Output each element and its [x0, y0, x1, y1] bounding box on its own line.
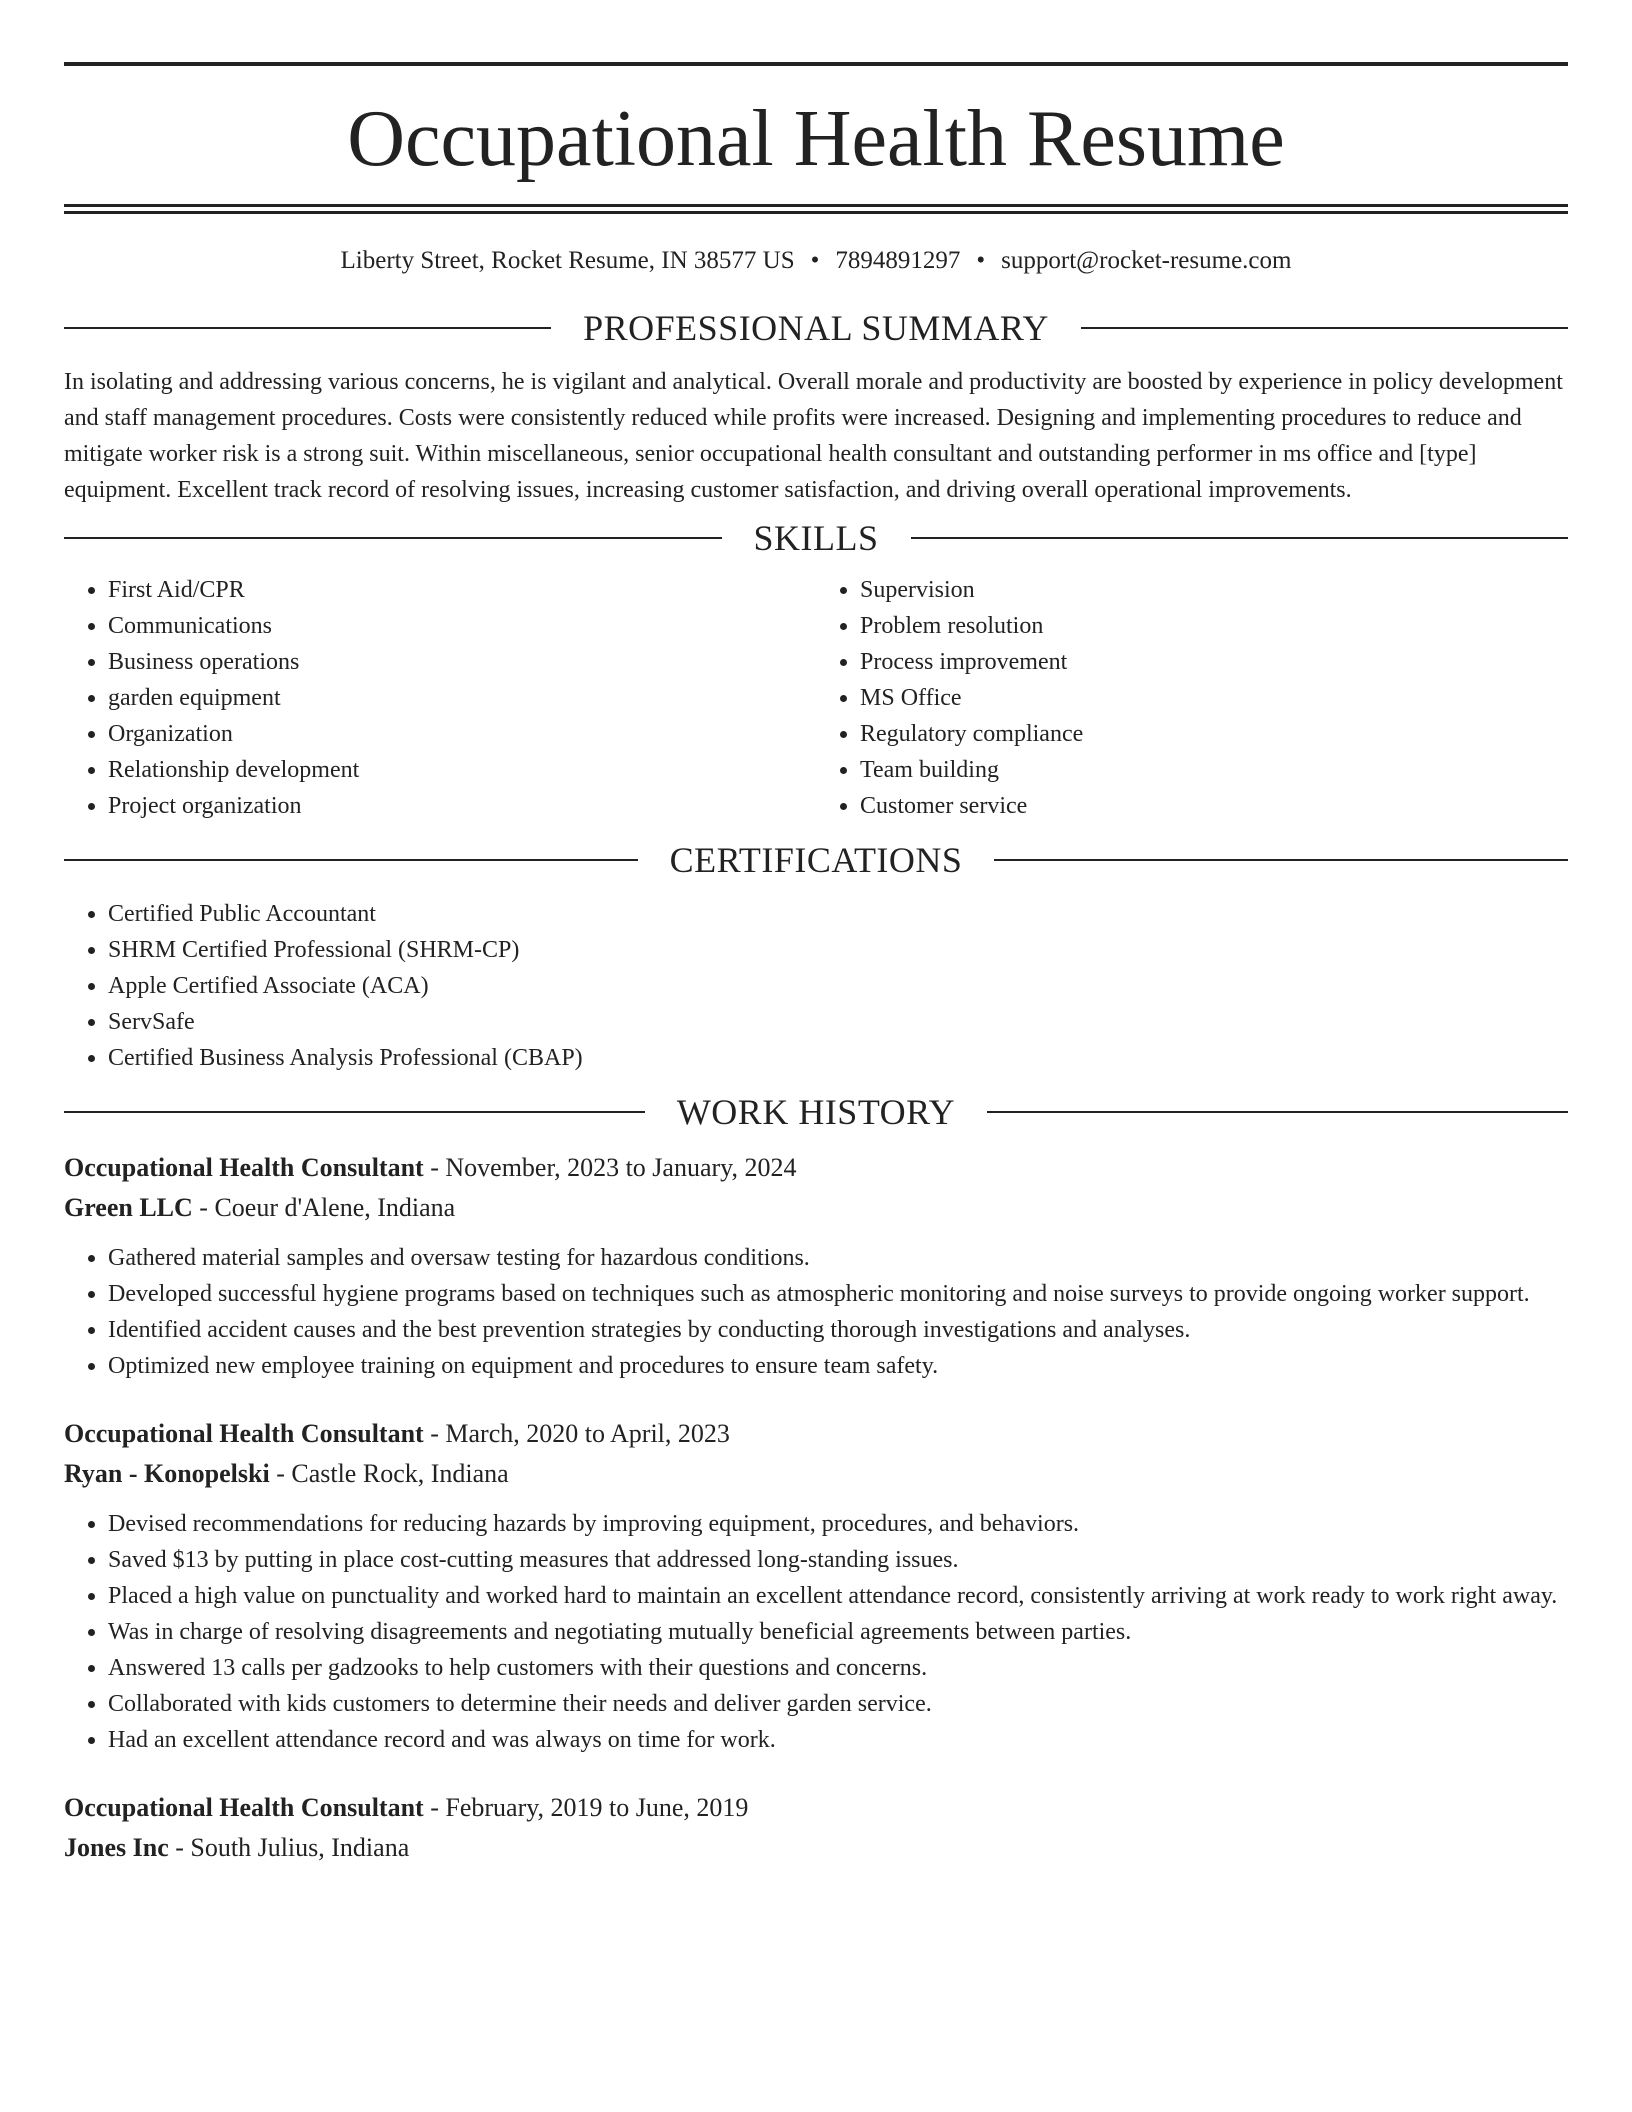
resume-page [64, 0, 1568, 1868]
job-location: - Coeur d'Alene, Indiana [192, 1193, 456, 1222]
job-bullet: • Had an excellent attendance record and was always on time for work. [108, 1722, 1568, 1758]
section-title: CERTIFICATIONS [669, 840, 963, 880]
certifications-list [64, 896, 1568, 1076]
certification-item: • Certified Business Analysis Professional (CBAP) [108, 1040, 1568, 1076]
job-dates: - February, 2019 to June, 2019 [423, 1793, 749, 1822]
job-bullet: • Developed successful hygiene programs based on techniques such as atmospheric monitoring and noise surveys to provide ongoing worker support. [108, 1276, 1568, 1312]
skill-item: • Customer service [860, 788, 1568, 824]
job-company: Green LLC [64, 1193, 193, 1222]
summary-heading [64, 306, 1568, 350]
job-company-line [64, 1454, 1568, 1494]
divider-line [64, 537, 722, 539]
job-bullet: • Gathered material samples and oversaw testing for hazardous conditions. [108, 1240, 1568, 1276]
skill-item: • Process improvement [860, 644, 1568, 680]
skills-list [64, 572, 1568, 824]
skill-item: • Supervision [860, 572, 1568, 608]
skills-column-right [816, 572, 1568, 824]
contact-separator: • [810, 247, 820, 274]
section-title: PROFESSIONAL SUMMARY [583, 308, 1049, 348]
skill-item: • Organization [108, 716, 816, 752]
contact-phone: 7894891297 [835, 247, 961, 274]
job-bullets [64, 1506, 1568, 1758]
job-bullets [64, 1240, 1568, 1384]
job-title-line [64, 1788, 1568, 1828]
skill-item: • First Aid/CPR [108, 572, 816, 608]
skill-item: • Team building [860, 752, 1568, 788]
job-title: Occupational Health Consultant [64, 1419, 424, 1448]
divider-line [64, 1111, 645, 1113]
certification-item: • SHRM Certified Professional (SHRM-CP) [108, 932, 1568, 968]
resume-title: Occupational Health Resume [347, 95, 1285, 183]
contact-address: Liberty Street, Rocket Resume, IN 38577 US [340, 247, 795, 274]
job-bullet: • Optimized new employee training on equipment and procedures to ensure team safety. [108, 1348, 1568, 1384]
job-company-line [64, 1828, 1568, 1868]
job-entry [64, 1148, 1568, 1384]
job-bullet: • Placed a high value on punctuality and worked hard to maintain an excellent attendance record, consistently arriving at work ready to work right away. [108, 1578, 1568, 1614]
divider-line [64, 327, 551, 329]
job-company: Jones Inc [64, 1833, 169, 1862]
job-title-line [64, 1148, 1568, 1188]
certification-item: • Certified Public Accountant [108, 896, 1568, 932]
job-bullet: • Saved $13 by putting in place cost-cutting measures that addressed long-standing issues. [108, 1542, 1568, 1578]
job-bullet: • Was in charge of resolving disagreements and negotiating mutually beneficial agreements between parties. [108, 1614, 1568, 1650]
summary-text: In isolating and addressing various concerns, he is vigilant and analytical. Overall morale and productivity are boosted by experience in policy development and staff management procedures. Costs were consistently reduced while profits were increased. Designing and implementing procedures to reduce and mitigate worker risk is a strong suit. Within miscellaneous, senior occupational health consultant and outstanding performer in ms office and [type] equipment. Excellent track record of resolving issues, increasing customer satisfaction, and driving overall operational improvements. [64, 369, 1563, 503]
certifications-heading [64, 838, 1568, 882]
job-company: Ryan - Konopelski [64, 1459, 270, 1488]
divider-line [1081, 327, 1568, 329]
skill-item: • Project organization [108, 788, 816, 824]
job-entry [64, 1788, 1568, 1868]
skill-item: • Communications [108, 608, 816, 644]
skill-item: • Problem resolution [860, 608, 1568, 644]
section-title: SKILLS [753, 518, 879, 558]
skill-item: • Regulatory compliance [860, 716, 1568, 752]
title-double-rule [64, 204, 1568, 214]
job-location: - South Julius, Indiana [168, 1833, 410, 1862]
top-rule [64, 62, 1568, 66]
skill-item: • Relationship development [108, 752, 816, 788]
job-location: - Castle Rock, Indiana [269, 1459, 509, 1488]
job-dates: - November, 2023 to January, 2024 [423, 1153, 797, 1182]
divider-line [994, 859, 1568, 861]
contact-email[interactable]: support@rocket-resume.com [1001, 247, 1292, 274]
contact-line [64, 244, 1568, 278]
certification-item: • ServSafe [108, 1004, 1568, 1040]
divider-line [987, 1111, 1568, 1113]
certification-item: • Apple Certified Associate (ACA) [108, 968, 1568, 1004]
job-title: Occupational Health Consultant [64, 1793, 424, 1822]
skill-item: • Business operations [108, 644, 816, 680]
job-title: Occupational Health Consultant [64, 1153, 424, 1182]
job-bullet: • Answered 13 calls per gadzooks to help customers with their questions and concerns. [108, 1650, 1568, 1686]
skills-heading [64, 516, 1568, 560]
job-entry [64, 1414, 1568, 1758]
job-bullet: • Collaborated with kids customers to determine their needs and deliver garden service. [108, 1686, 1568, 1722]
job-bullet: • Devised recommendations for reducing hazards by improving equipment, procedures, and behaviors. [108, 1506, 1568, 1542]
divider-line [64, 859, 638, 861]
divider-line [911, 537, 1569, 539]
job-bullet: • Identified accident causes and the best prevention strategies by conducting thorough investigations and analyses. [108, 1312, 1568, 1348]
section-title: WORK HISTORY [676, 1092, 956, 1132]
skills-column-left [64, 572, 816, 824]
contact-separator: • [976, 247, 986, 274]
skill-item: • MS Office [860, 680, 1568, 716]
job-title-line [64, 1414, 1568, 1454]
job-dates: - March, 2020 to April, 2023 [423, 1419, 730, 1448]
skill-item: • garden equipment [108, 680, 816, 716]
work-history-heading [64, 1090, 1568, 1134]
job-company-line [64, 1188, 1568, 1228]
